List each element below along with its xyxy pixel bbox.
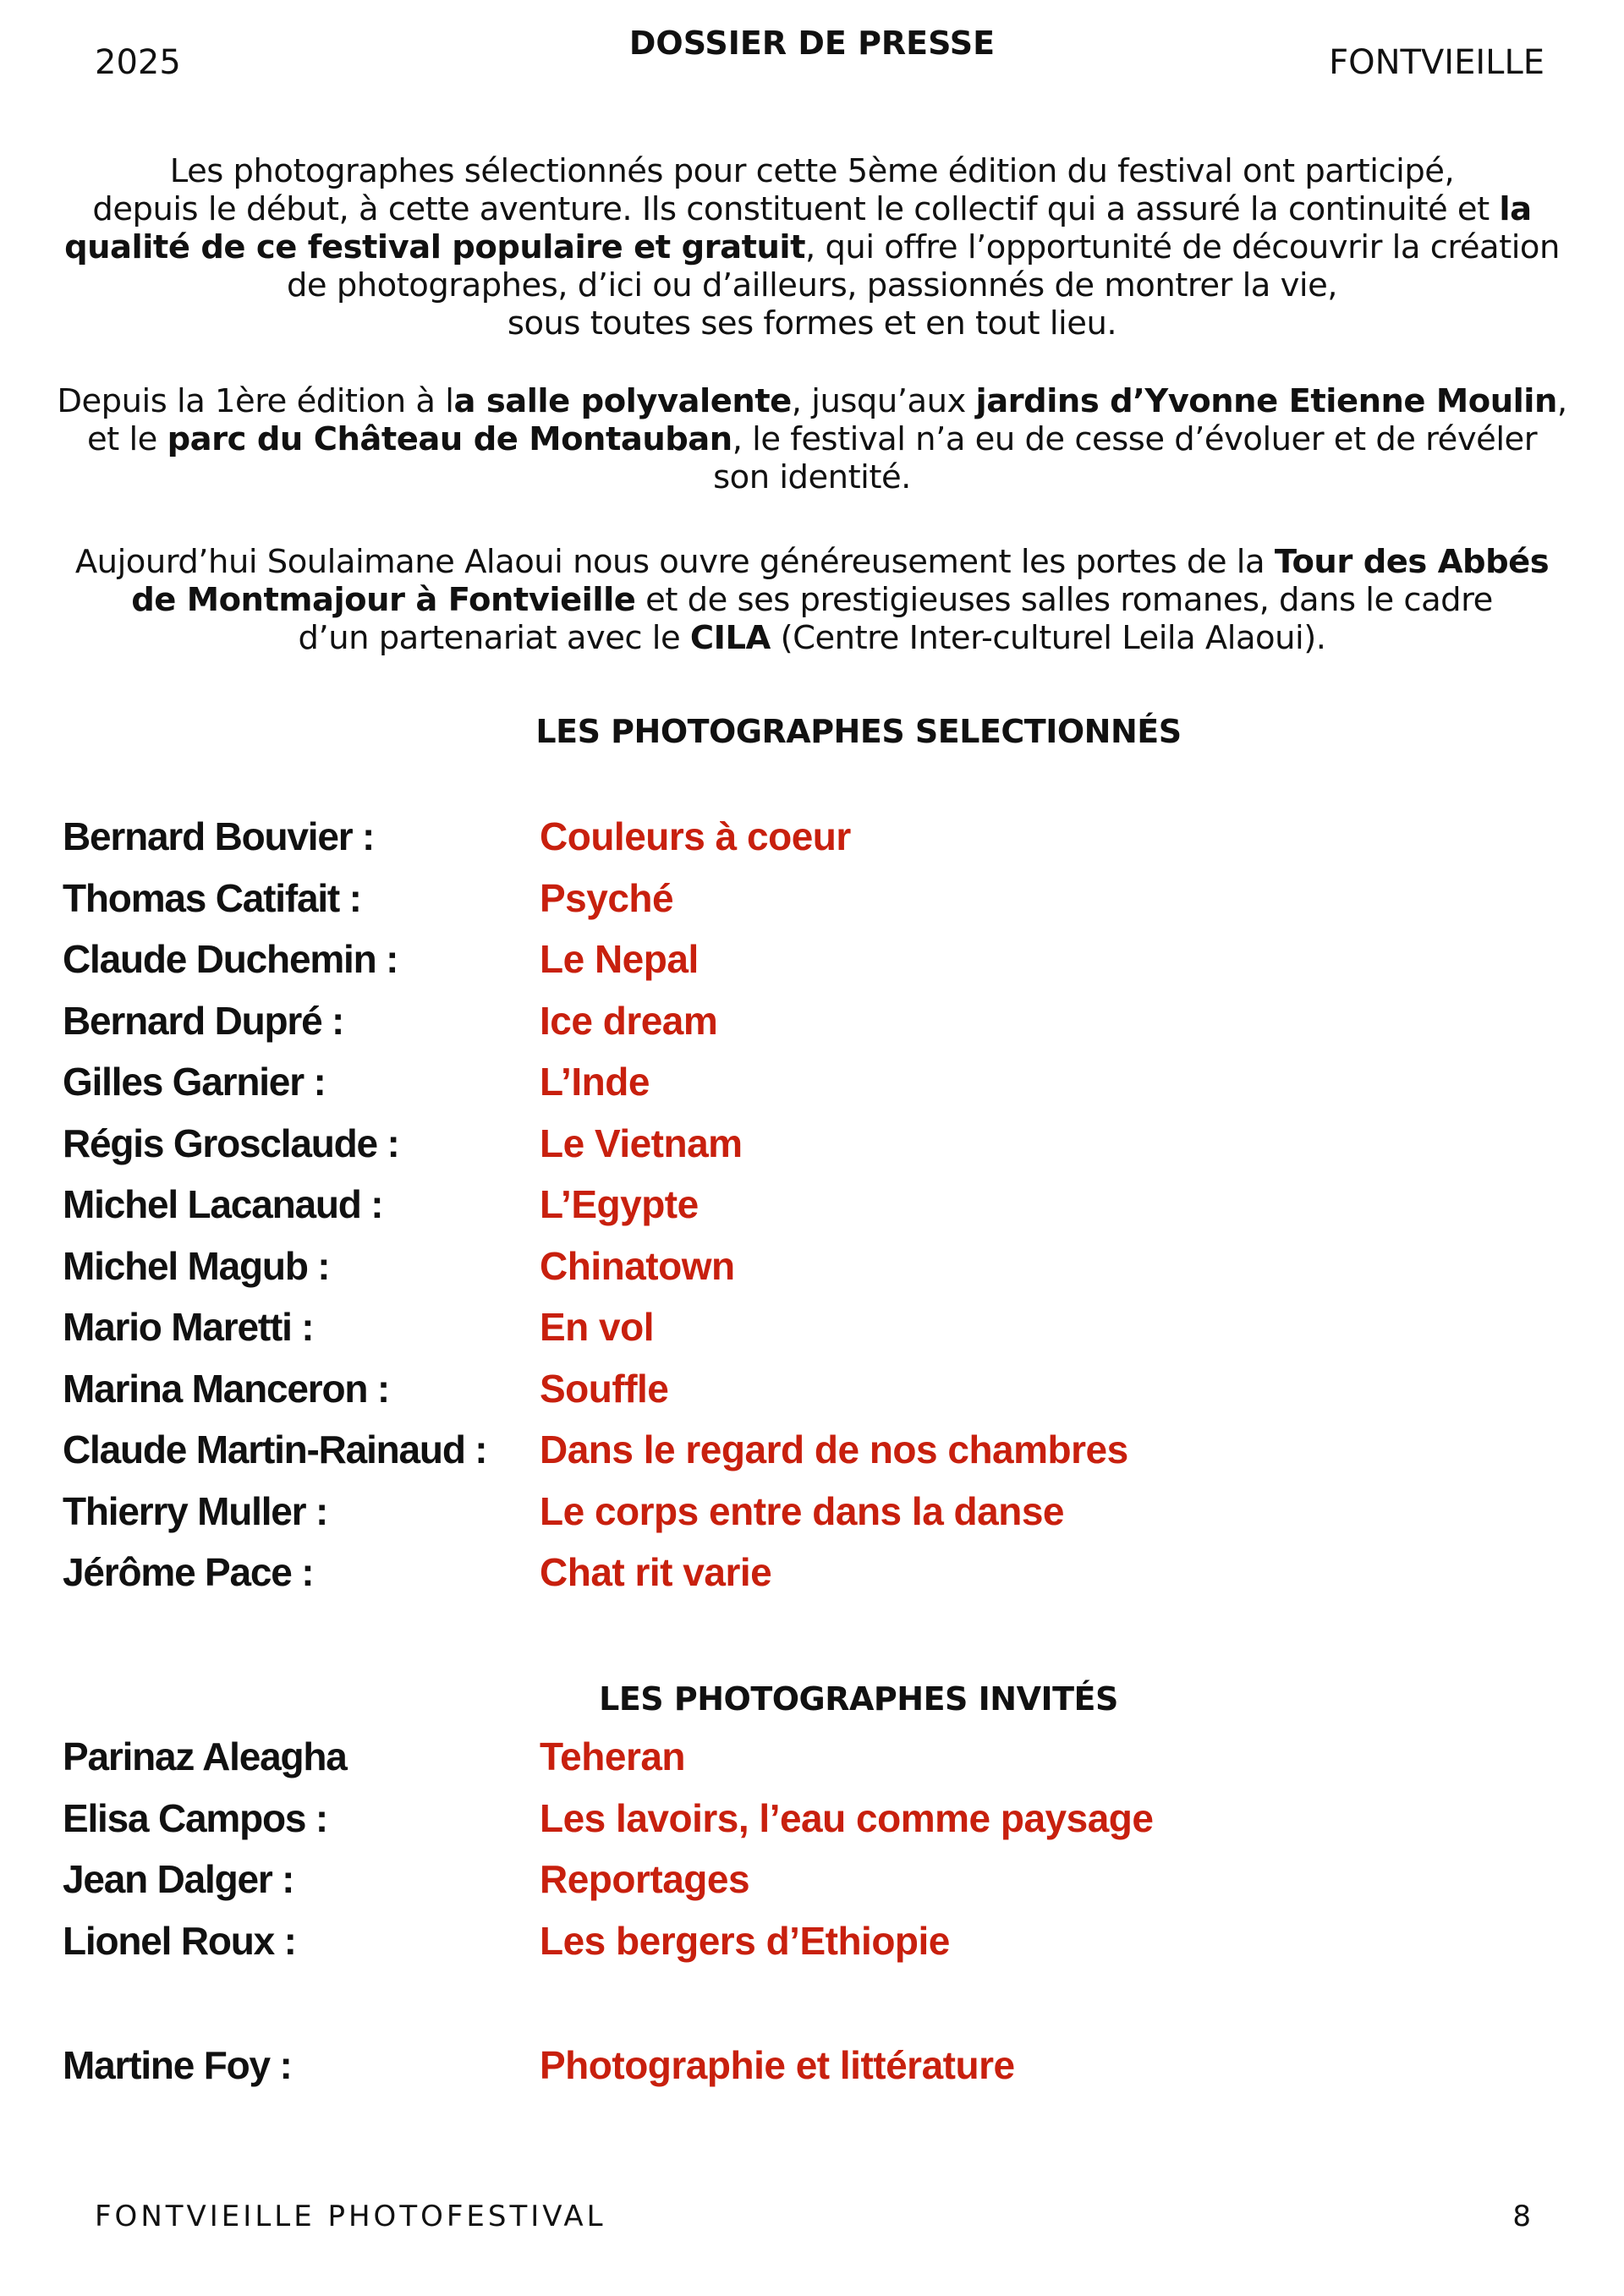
invited-photographers-heading: LES PHOTOGRAPHES INVITÉS [599,1680,1118,1718]
photographer-name: Martine Foy : [63,2043,292,2087]
text-line [51,304,1573,342]
photographer-row [0,1366,1624,1427]
bold-text: a salle polyvalente [453,382,792,420]
header-city: FONTVIEILLE [1329,43,1544,82]
text-run: de photographes, d’ici ou d’ailleurs, passionnés de montrer la vie, [286,266,1338,304]
exhibition-title: Le Nepal [540,937,699,981]
bold-text: de Montmajour à Fontvieille [131,581,636,619]
photographer-name: Claude Martin-Rainaud : [63,1427,487,1471]
document-title: DOSSIER DE PRESSE [628,25,996,62]
text-line [51,420,1573,458]
photographer-row [0,814,1624,875]
photographer-name: Michel Lacanaud : [63,1182,383,1226]
intro-paragraph-2 [51,382,1573,496]
photographer-name: Mario Maretti : [63,1305,314,1349]
text-line [51,458,1573,496]
photographer-name: Bernard Dupré : [63,998,344,1043]
text-run: , jusqu’aux [791,382,976,420]
text-run: Aujourd’hui Soulaimane Alaoui nous ouvre généreusement les portes de la [74,543,1275,581]
bold-text: qualité de ce festival populaire et gratuit [64,228,806,266]
photographer-name: Régis Grosclaude : [63,1121,399,1165]
photographer-row [0,1856,1624,1918]
text-run: sous toutes ses formes et en tout lieu. [507,304,1117,342]
photographer-name: Michel Magub : [63,1243,330,1288]
photographer-name: Bernard Bouvier : [63,814,375,858]
exhibition-title: L’Egypte [540,1182,699,1226]
exhibition-title: Teheran [540,1734,686,1778]
photographer-row [0,1243,1624,1305]
photographer-row [0,1488,1624,1550]
photographer-row [0,1059,1624,1121]
text-line [51,190,1573,228]
bold-text: la [1499,190,1532,228]
photographer-row [0,1795,1624,1857]
exhibition-title: Les lavoirs, l’eau comme paysage [540,1795,1154,1840]
photographer-row [0,1734,1624,1795]
exhibition-title: Le Vietnam [540,1121,743,1165]
selected-photographers-list [0,814,1624,1611]
page-number: 8 [1512,2200,1531,2233]
photographer-name: Thomas Catifait : [63,875,361,920]
header-year: 2025 [95,43,181,82]
text-line [51,228,1573,266]
photographer-row-extra [0,2042,1624,2103]
text-run: Depuis la 1ère édition à l [57,382,454,420]
exhibition-title: Psyché [540,875,674,920]
photographer-name: Gilles Garnier : [63,1060,326,1104]
exhibition-title: Reportages [540,1857,750,1901]
photographer-row [0,1121,1624,1182]
text-run: , [1556,382,1567,420]
text-run: (Centre Inter-culturel Leila Alaoui). [770,619,1326,657]
photographer-row [0,998,1624,1060]
exhibition-title: Ice dream [540,998,718,1043]
text-line [51,581,1573,619]
photographer-name: Elisa Campos : [63,1795,327,1840]
exhibition-title: Dans le regard de nos chambres [540,1427,1128,1471]
exhibition-title: Le corps entre dans la danse [540,1488,1065,1533]
photographer-name: Thierry Muller : [63,1488,328,1533]
photographer-row [0,1181,1624,1243]
photographer-row [0,875,1624,937]
text-run: et de ses prestigieuses salles romanes, dans le cadre [635,581,1493,619]
photographer-name: Lionel Roux : [63,1918,296,1963]
bold-text: CILA [689,619,771,657]
text-run: depuis le début, à cette aventure. Ils constituent le collectif qui a assuré la continuité et [92,190,1500,228]
photographer-name: Jérôme Pace : [63,1550,314,1594]
exhibition-title: Chinatown [540,1243,735,1288]
bold-text: parc du Château de Montauban [167,420,732,458]
photographer-row [0,1549,1624,1611]
selected-photographers-heading: LES PHOTOGRAPHES SELECTIONNÉS [535,713,1182,750]
exhibition-title: Souffle [540,1366,669,1411]
exhibition-title: Les bergers d’Ethiopie [540,1918,950,1963]
photographer-name: Parinaz Aleagha [63,1734,347,1778]
text-run: , le festival n’a eu de cesse d’évoluer et de révéler [732,420,1538,458]
intro-paragraph-1 [51,152,1573,342]
text-line [51,382,1573,420]
photographer-name: Marina Manceron : [63,1366,390,1411]
exhibition-title: Photographie et littérature [540,2043,1015,2087]
text-line [51,266,1573,304]
footer-festival-name: FONTVIEILLE PHOTOFESTIVAL [95,2200,606,2233]
text-run: son identité. [713,458,911,496]
text-run: Les photographes sélectionnés pour cette 5ème édition du festival ont participé, [169,152,1455,190]
text-run: d’un partenariat avec le [298,619,690,657]
exhibition-title: L’Inde [540,1060,650,1104]
exhibition-title: En vol [540,1305,655,1349]
bold-text: Tour des Abbés [1274,543,1550,581]
photographer-row [0,1427,1624,1488]
exhibition-title: Chat rit varie [540,1550,772,1594]
text-line [51,619,1573,657]
text-run: , qui offre l’opportunité de découvrir la création [805,228,1560,266]
photographer-row [0,936,1624,998]
text-line [51,152,1573,190]
photographer-name: Jean Dalger : [63,1857,294,1901]
text-run: et le [86,420,167,458]
intro-paragraph-3 [51,543,1573,657]
exhibition-title: Couleurs à coeur [540,814,851,858]
bold-text: jardins d’Yvonne Etienne Moulin [975,382,1557,420]
invited-photographers-list [0,1734,1624,1979]
text-line [51,543,1573,581]
photographer-row [0,1304,1624,1366]
photographer-name: Claude Duchemin : [63,937,398,981]
photographer-row [0,1918,1624,1980]
